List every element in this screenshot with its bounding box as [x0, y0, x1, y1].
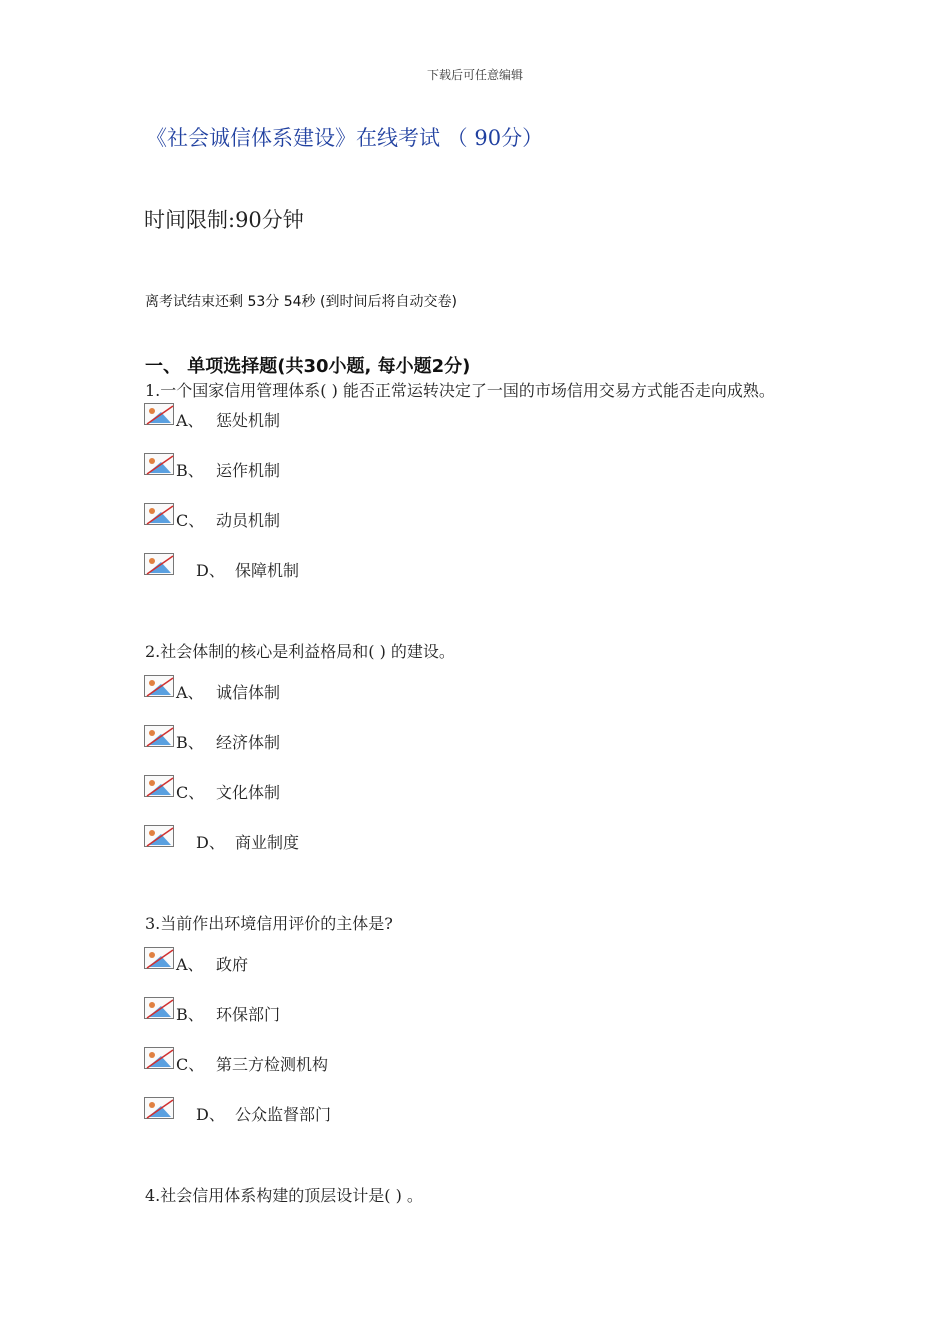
option-letter: D、: [196, 561, 225, 580]
option-letter: B、: [176, 733, 204, 752]
option-text: 动员机制: [216, 511, 281, 530]
header-note: 下载后可任意编辑: [426, 68, 523, 82]
broken-image-radio-icon[interactable]: [144, 675, 174, 697]
option-text: 运作机制: [216, 461, 281, 480]
broken-image-radio-icon[interactable]: [144, 553, 174, 575]
question-1: 1.一个国家信用管理体系( ) 能否正常运转决定了一国的市场信用交易方式能否走向成熟。: [145, 381, 775, 400]
question-3: 3.当前作出环境信用评价的主体是?: [145, 914, 393, 933]
broken-image-radio-icon[interactable]: [144, 775, 174, 797]
option-letter: B、: [176, 461, 204, 480]
broken-image-radio-icon[interactable]: [144, 453, 174, 475]
broken-image-radio-icon[interactable]: [144, 403, 174, 425]
broken-image-radio-icon[interactable]: [144, 503, 174, 525]
option-letter: C、: [176, 1055, 205, 1074]
option-letter: C、: [176, 511, 205, 530]
option-text: 政府: [216, 955, 249, 974]
option-letter: A、: [176, 411, 204, 430]
broken-image-radio-icon[interactable]: [144, 947, 174, 969]
exam-title: 《社会诚信体系建设》在线考试 （ 90分）: [146, 126, 544, 150]
option-letter: A、: [176, 955, 204, 974]
broken-image-radio-icon[interactable]: [144, 825, 174, 847]
option-text: 保障机制: [235, 561, 300, 580]
option-text: 环保部门: [216, 1005, 281, 1024]
broken-image-radio-icon[interactable]: [144, 997, 174, 1019]
option-text: 经济体制: [216, 733, 281, 752]
broken-image-radio-icon[interactable]: [144, 1097, 174, 1119]
option-text: 惩处机制: [216, 411, 281, 430]
option-text: 第三方检测机构: [216, 1055, 329, 1074]
option-text: 文化体制: [216, 783, 281, 802]
option-text: 诚信体制: [216, 683, 281, 702]
option-letter: A、: [176, 683, 204, 702]
option-letter: B、: [176, 1005, 204, 1024]
broken-image-radio-icon[interactable]: [144, 725, 174, 747]
section-title: 一、 单项选择题(共30小题, 每小题2分): [145, 356, 471, 377]
option-letter: D、: [196, 1105, 225, 1124]
question-4: 4.社会信用体系构建的顶层设计是( ) 。: [145, 1186, 423, 1205]
question-2: 2.社会体制的核心是利益格局和( ) 的建设。: [145, 642, 455, 661]
broken-image-radio-icon[interactable]: [144, 1047, 174, 1069]
countdown-timer: 离考试结束还剩 53分 54秒 (到时间后将自动交卷): [145, 294, 457, 310]
option-text: 公众监督部门: [235, 1105, 332, 1124]
option-text: 商业制度: [235, 833, 300, 852]
option-letter: C、: [176, 783, 205, 802]
time-limit: 时间限制:90分钟: [144, 208, 304, 232]
option-letter: D、: [196, 833, 225, 852]
